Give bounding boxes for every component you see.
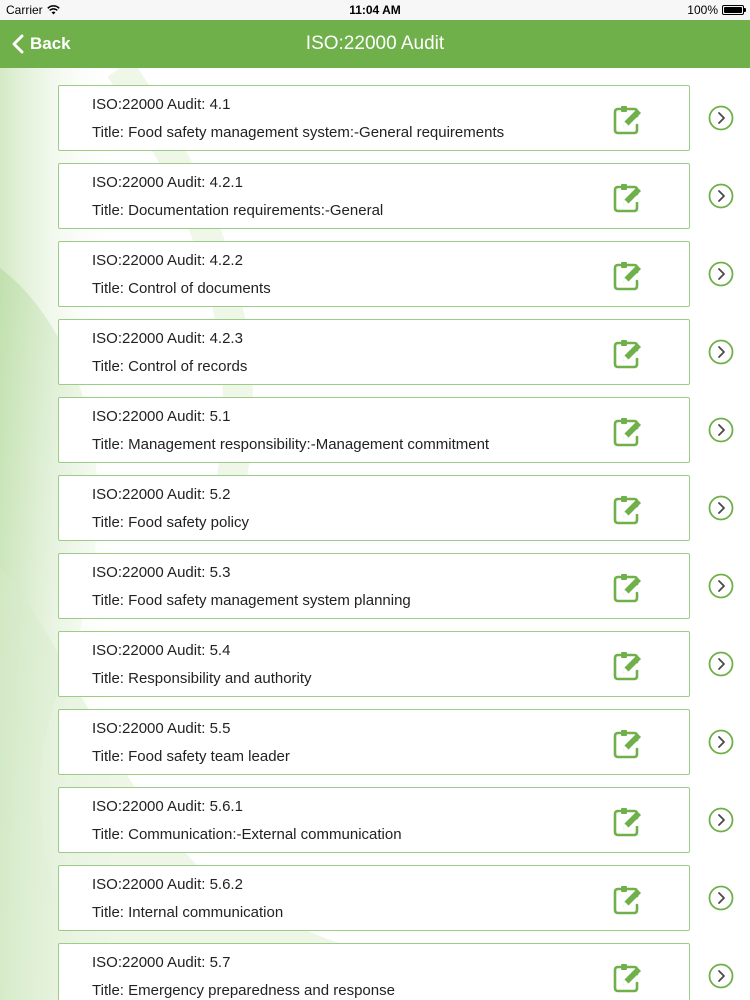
audit-card[interactable]	[58, 85, 690, 151]
audit-code: ISO:22000 Audit: 5.4	[92, 642, 231, 659]
edit-note-icon[interactable]	[612, 649, 644, 681]
audit-title: Title: Control of records	[92, 358, 248, 375]
chevron-right-circle-icon[interactable]	[708, 261, 734, 287]
chevron-right-circle-icon[interactable]	[708, 495, 734, 521]
audit-code: ISO:22000 Audit: 4.2.1	[92, 174, 243, 191]
audit-code: ISO:22000 Audit: 4.1	[92, 96, 231, 113]
list-item[interactable]	[0, 397, 750, 465]
edit-note-icon[interactable]	[612, 337, 644, 369]
audit-title: Title: Emergency preparedness and response	[92, 982, 395, 999]
chevron-right-circle-icon[interactable]	[708, 573, 734, 599]
audit-list[interactable]	[0, 68, 750, 1000]
audit-card[interactable]	[58, 865, 690, 931]
carrier-label: Carrier	[6, 3, 43, 17]
edit-note-icon[interactable]	[612, 415, 644, 447]
audit-card[interactable]	[58, 475, 690, 541]
list-item[interactable]	[0, 787, 750, 855]
chevron-right-circle-icon[interactable]	[708, 963, 734, 989]
battery-indicator	[687, 3, 744, 17]
audit-title: Title: Food safety management system planning	[92, 592, 411, 609]
audit-card[interactable]	[58, 553, 690, 619]
audit-card[interactable]	[58, 241, 690, 307]
edit-note-icon[interactable]	[612, 493, 644, 525]
list-item[interactable]	[0, 631, 750, 699]
audit-title: Title: Food safety team leader	[92, 748, 290, 765]
audit-card[interactable]	[58, 943, 690, 1000]
list-item[interactable]	[0, 85, 750, 153]
edit-note-icon[interactable]	[612, 571, 644, 603]
audit-title: Title: Responsibility and authority	[92, 670, 312, 687]
edit-note-icon[interactable]	[612, 961, 644, 993]
audit-code: ISO:22000 Audit: 5.2	[92, 486, 231, 503]
audit-code: ISO:22000 Audit: 5.1	[92, 408, 231, 425]
list-item[interactable]	[0, 709, 750, 777]
edit-note-icon[interactable]	[612, 103, 644, 135]
battery-icon	[722, 5, 744, 15]
edit-note-icon[interactable]	[612, 727, 644, 759]
chevron-right-circle-icon[interactable]	[708, 417, 734, 443]
list-item[interactable]	[0, 553, 750, 621]
audit-card[interactable]	[58, 787, 690, 853]
audit-code: ISO:22000 Audit: 5.7	[92, 954, 231, 971]
page-title: ISO:22000 Audit	[305, 33, 445, 54]
list-item[interactable]	[0, 163, 750, 231]
list-item[interactable]	[0, 241, 750, 309]
list-item[interactable]	[0, 319, 750, 387]
edit-note-icon[interactable]	[612, 883, 644, 915]
audit-code: ISO:22000 Audit: 5.6.2	[92, 876, 243, 893]
chevron-right-circle-icon[interactable]	[708, 729, 734, 755]
audit-card[interactable]	[58, 319, 690, 385]
audit-title: Title: Control of documents	[92, 280, 271, 297]
chevron-right-circle-icon[interactable]	[708, 885, 734, 911]
audit-code: ISO:22000 Audit: 5.5	[92, 720, 231, 737]
chevron-right-circle-icon[interactable]	[708, 105, 734, 131]
chevron-right-circle-icon[interactable]	[708, 339, 734, 365]
list-item[interactable]	[0, 943, 750, 1000]
edit-note-icon[interactable]	[612, 805, 644, 837]
chevron-right-circle-icon[interactable]	[708, 651, 734, 677]
audit-card[interactable]	[58, 397, 690, 463]
audit-title: Title: Internal communication	[92, 904, 284, 921]
audit-code: ISO:22000 Audit: 4.2.2	[92, 252, 243, 269]
edit-note-icon[interactable]	[612, 259, 644, 291]
back-label: Back	[30, 34, 71, 53]
chevron-right-circle-icon[interactable]	[708, 807, 734, 833]
status-time: 11:04 AM	[349, 3, 401, 17]
status-bar	[0, 0, 750, 20]
audit-title: Title: Management responsibility:-Management commitment	[92, 436, 490, 453]
audit-title: Title: Documentation requirements:-General	[92, 202, 384, 219]
audit-code: ISO:22000 Audit: 5.3	[92, 564, 231, 581]
list-item[interactable]	[0, 865, 750, 933]
audit-title: Title: Communication:-External communication	[92, 826, 402, 843]
audit-code: ISO:22000 Audit: 5.6.1	[92, 798, 243, 815]
edit-note-icon[interactable]	[612, 181, 644, 213]
audit-card[interactable]	[58, 163, 690, 229]
audit-card[interactable]	[58, 709, 690, 775]
audit-title: Title: Food safety policy	[92, 514, 250, 531]
audit-code: ISO:22000 Audit: 4.2.3	[92, 330, 243, 347]
battery-percent: 100%	[687, 3, 718, 17]
list-item[interactable]	[0, 475, 750, 543]
navigation-bar	[0, 20, 750, 68]
audit-card[interactable]	[58, 631, 690, 697]
audit-title: Title: Food safety management system:-General requirements	[92, 124, 505, 141]
chevron-right-circle-icon[interactable]	[708, 183, 734, 209]
